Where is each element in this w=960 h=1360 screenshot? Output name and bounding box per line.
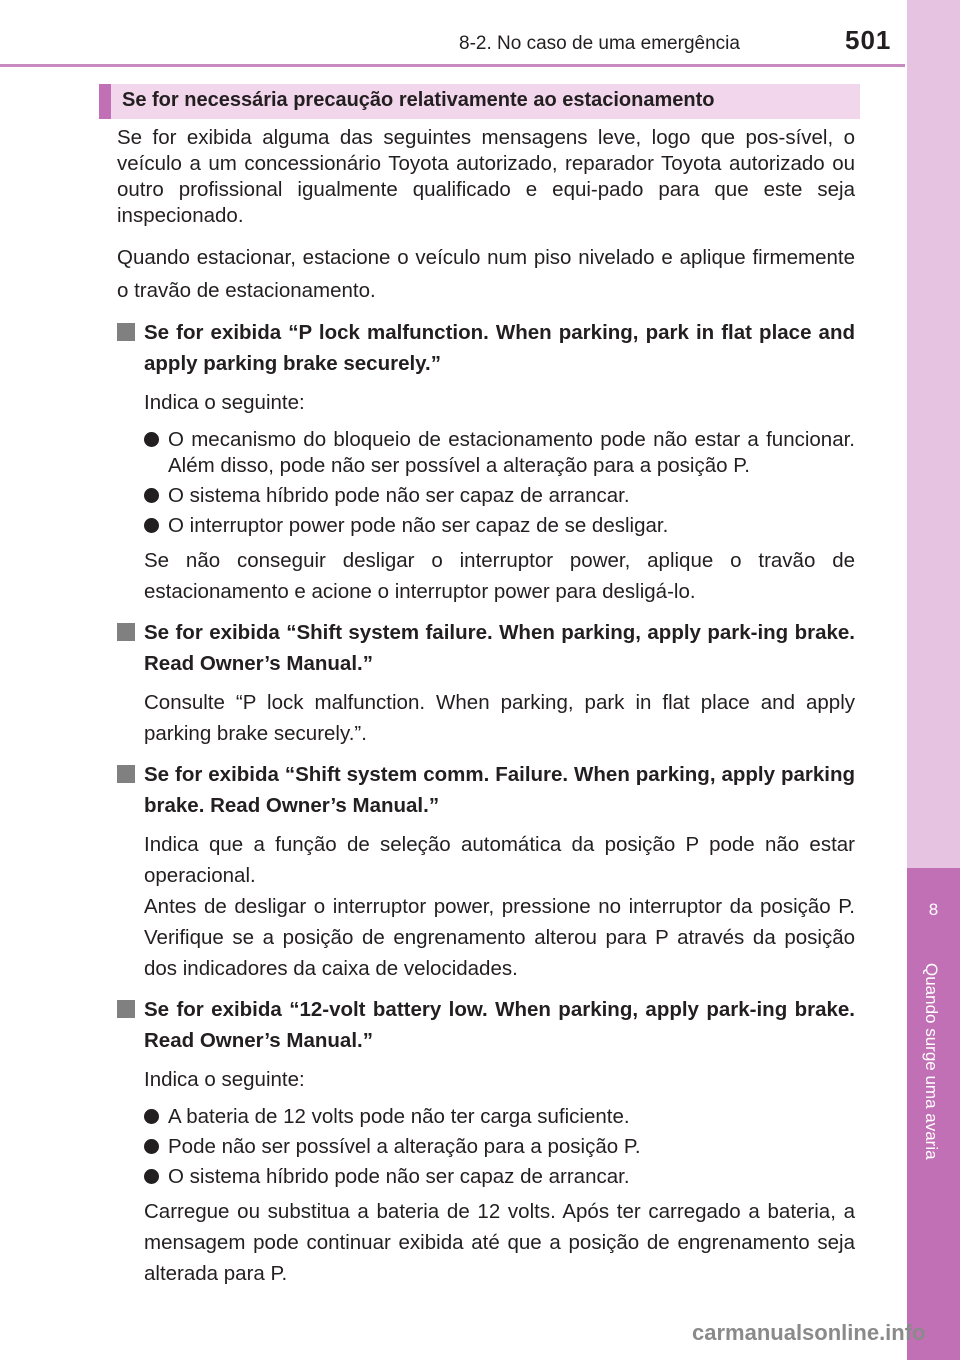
list-item [144, 513, 855, 539]
bullet-dot-icon [144, 1169, 159, 1184]
list-item-text: O sistema híbrido pode não ser capaz de arrancar. [168, 1165, 630, 1188]
list-item [144, 427, 855, 479]
square-bullet-icon [117, 323, 135, 341]
square-bullet-icon [117, 1000, 135, 1018]
list-item [144, 483, 855, 509]
section-heading-text: Se for exibida “Shift system comm. Failure. When parking, apply parking brake. Read Owner’s Manual.” [144, 763, 855, 817]
list-item-text: O sistema híbrido pode não ser capaz de arrancar. [168, 484, 630, 507]
section-lead: Indica o seguinte: [144, 391, 305, 414]
bullet-list [144, 1104, 855, 1190]
bullet-dot-icon [144, 432, 159, 447]
bullet-list [144, 427, 855, 539]
list-item-text: A bateria de 12 volts pode não ter carga suficiente. [168, 1105, 630, 1128]
watermark: carmanualsonline.info [692, 1320, 926, 1345]
section-paragraph: Antes de desligar o interruptor power, pressione no interruptor da posição P. Verifique se a posição de engrenamento alterou para P através da posição dos indicadores da caixa de velocidades. [144, 895, 855, 980]
intro [117, 125, 855, 307]
section-title: 8-2. No caso de uma emergência [459, 33, 740, 54]
list-item [144, 1164, 855, 1190]
square-bullet-icon [117, 765, 135, 783]
chapter-label: Quando surge uma avaria [922, 963, 941, 1160]
page-content [117, 125, 855, 1298]
list-item [144, 1104, 855, 1130]
section-heading [117, 759, 855, 821]
list-item-text: O mecanismo do bloqueio de estacionamento pode não estar a funcionar. Além disso, pode não ser possível a alteração para a posição P. [168, 428, 855, 477]
section-banner [99, 84, 860, 119]
section-heading [117, 617, 855, 679]
section-paragraph: Consulte “P lock malfunction. When parking, park in flat place and apply parking brake securely.”. [144, 691, 855, 745]
intro-paragraph: Se for exibida alguma das seguintes mensagens leve, logo que pos-sível, o veículo a um concessionário Toyota autorizado, reparador Toyota autorizado ou outro profissional igualmente qualificado e equi-pado para que este seja inspecionado. [117, 126, 855, 227]
section-paragraph: Carregue ou substitua a bateria de 12 volts. Após ter carregado a bateria, a mensagem pode continuar exibida até que a posição de engrenamento seja alterada para P. [144, 1200, 855, 1285]
section-lead: Indica o seguinte: [144, 1068, 305, 1091]
section-paragraph: Se não conseguir desligar o interruptor power, aplique o travão de estacionamento e acione o interruptor power para desligá-lo. [144, 549, 855, 603]
intro-paragraph: Quando estacionar, estacione o veículo num piso nivelado e aplique firmemente o travão de estacionamento. [117, 246, 855, 302]
list-item-text: Pode não ser possível a alteração para a posição P. [168, 1135, 641, 1158]
chapter-number: 8 [928, 900, 939, 919]
section-heading-text: Se for exibida “P lock malfunction. When parking, park in flat place and apply parking brake securely.” [144, 321, 855, 375]
bullet-dot-icon [144, 1109, 159, 1124]
square-bullet-icon [117, 623, 135, 641]
bullet-dot-icon [144, 1139, 159, 1154]
page-header [0, 0, 905, 68]
list-item-text: O interruptor power pode não ser capaz de se desligar. [168, 514, 669, 537]
section-heading-text: Se for exibida “12-volt battery low. When parking, apply park-ing brake. Read Owner’s Manual.” [144, 998, 855, 1052]
section-paragraph: Indica que a função de seleção automática da posição P pode não estar operacional. [144, 833, 855, 887]
banner-title: Se for necessária precaução relativamente ao estacionamento [122, 89, 715, 111]
chapter-tab[interactable] [907, 868, 960, 1360]
section-heading [117, 317, 855, 379]
list-item [144, 1134, 855, 1160]
section-heading [117, 994, 855, 1056]
section-heading-text: Se for exibida “Shift system failure. When parking, apply park-ing brake. Read Owner’s Manual.” [144, 621, 855, 675]
bullet-dot-icon [144, 518, 159, 533]
bullet-dot-icon [144, 488, 159, 503]
header-rule [0, 64, 905, 67]
page-number: 501 [845, 25, 892, 55]
